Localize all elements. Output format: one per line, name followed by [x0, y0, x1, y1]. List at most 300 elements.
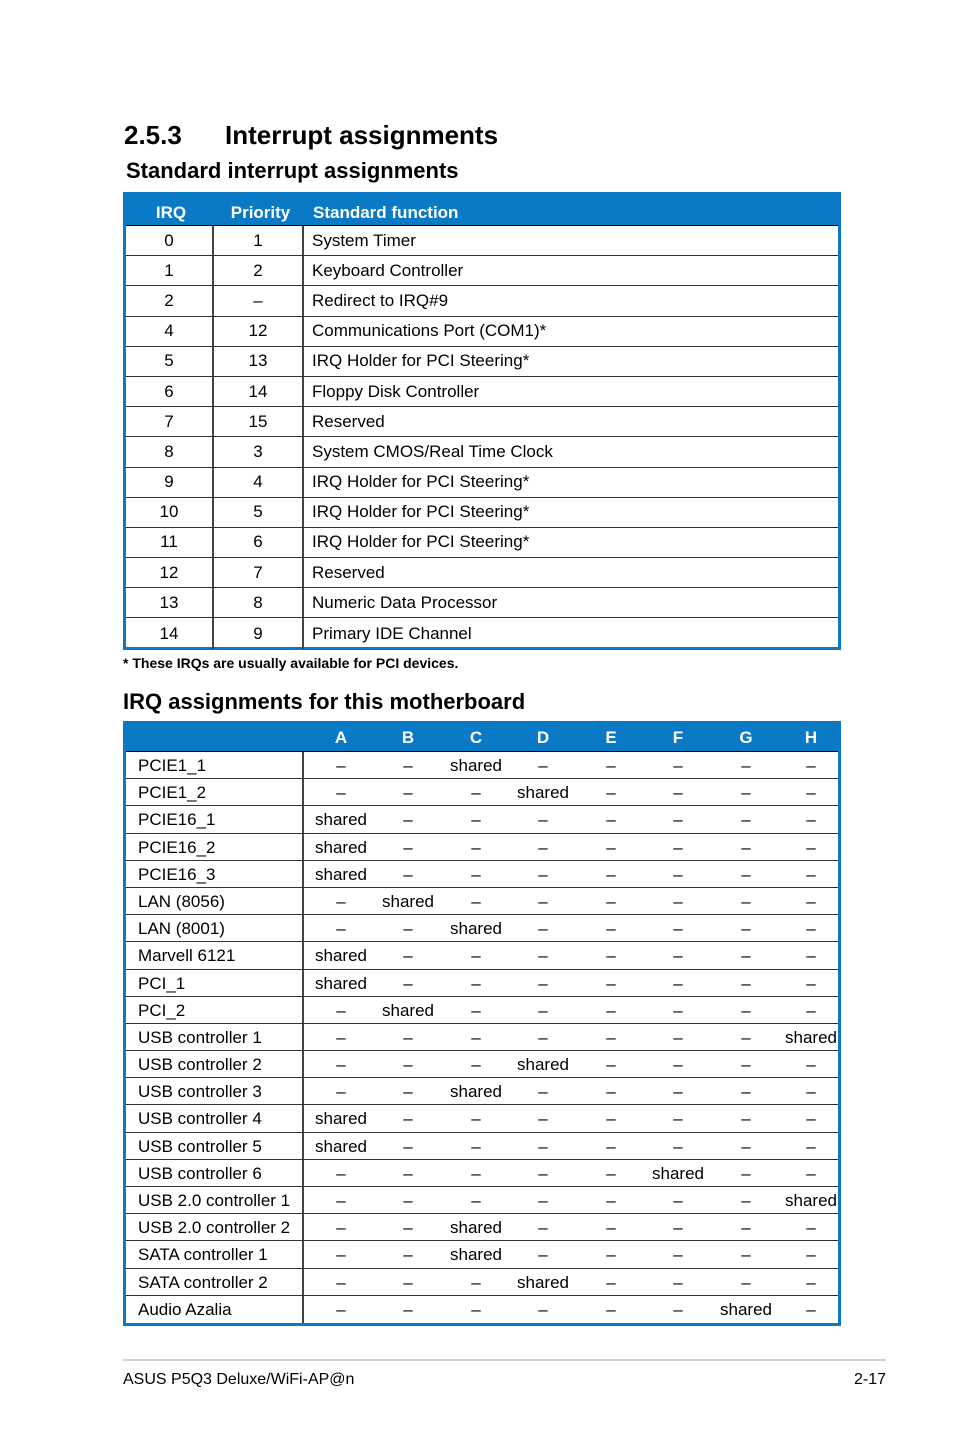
irq-value-cell: – — [403, 919, 413, 939]
irq-value-cell: – — [403, 1299, 413, 1319]
irq-value-cell: – — [538, 1027, 548, 1047]
function-cell: IRQ Holder for PCI Steering* — [312, 502, 530, 522]
priority-cell: 14 — [214, 377, 304, 406]
irq-value-cell: – — [538, 973, 548, 993]
page-number: 2-17 — [853, 1371, 886, 1388]
irq-value-cell: – — [606, 1109, 616, 1129]
irq-value-cell: – — [538, 1218, 548, 1238]
irq-value-cell: – — [673, 891, 683, 911]
irq-value-cell: – — [403, 783, 413, 803]
irq-value-cell: shared — [785, 1191, 837, 1210]
irq-value-cell: – — [806, 919, 816, 939]
irq-value-cell: – — [538, 1299, 548, 1319]
table-row — [126, 915, 838, 942]
irq-value-cell: – — [471, 783, 481, 803]
device-name: USB controller 3 — [138, 1082, 262, 1102]
standard-interrupt-table — [123, 192, 841, 650]
device-name: Marvell 6121 — [138, 946, 236, 966]
irq-value-cell: shared — [785, 1027, 837, 1047]
column-divider — [302, 1105, 304, 1131]
irq-value-cell: – — [606, 1218, 616, 1238]
device-name: LAN (8056) — [138, 891, 225, 911]
device-name: PCIE1_1 — [138, 756, 207, 775]
irq-cell: 5 — [126, 347, 214, 376]
column-divider — [302, 861, 304, 887]
column-header-f: F — [672, 728, 684, 747]
irq-value-cell: – — [403, 1163, 413, 1183]
irq-value-cell: – — [471, 1299, 481, 1319]
irq-value-cell: – — [741, 783, 751, 803]
irq-value-cell: – — [336, 891, 346, 911]
irq-value-cell: – — [538, 946, 548, 966]
table-row — [126, 226, 838, 256]
column-divider — [302, 1160, 304, 1186]
irq-value-cell: – — [741, 810, 751, 830]
priority-cell: 3 — [214, 437, 304, 466]
priority-cell: 4 — [214, 468, 304, 497]
column-divider — [302, 1024, 304, 1050]
irq-value-cell: shared — [315, 864, 367, 884]
device-name: PCI_2 — [138, 1000, 186, 1020]
irq-value-cell: – — [741, 1218, 751, 1238]
irq-value-cell: – — [606, 1027, 616, 1047]
table-row — [126, 779, 838, 806]
irq-value-cell: – — [403, 1055, 413, 1075]
irq-value-cell: – — [741, 973, 751, 993]
irq-value-cell: – — [336, 1191, 346, 1210]
device-name: PCIE16_1 — [138, 810, 216, 830]
irq-value-cell: – — [538, 1109, 548, 1129]
table-row — [126, 498, 838, 528]
irq-value-cell: – — [741, 1163, 751, 1183]
irq-value-cell: – — [606, 1191, 616, 1210]
irq-value-cell: – — [471, 1000, 481, 1020]
irq-cell: 4 — [126, 317, 214, 346]
column-divider — [302, 1269, 304, 1295]
irq-value-cell: – — [741, 1055, 751, 1075]
table-row — [126, 256, 838, 286]
irq-value-cell: – — [673, 1000, 683, 1020]
irq-value-cell: – — [538, 1191, 548, 1210]
irq-value-cell: – — [606, 891, 616, 911]
irq-value-cell: – — [471, 1163, 481, 1183]
column-divider — [302, 806, 304, 832]
irq-value-cell: – — [741, 1082, 751, 1102]
table-row — [126, 407, 838, 437]
section-number: 2.5.3 — [124, 120, 182, 150]
irq-value-cell: – — [606, 1136, 616, 1156]
irq-value-cell: – — [471, 1136, 481, 1156]
priority-cell: 8 — [214, 588, 304, 617]
standard-table-header — [126, 192, 838, 225]
irq-value-cell: – — [471, 810, 481, 830]
irq-value-cell: – — [673, 946, 683, 966]
irq-value-cell: – — [806, 891, 816, 911]
irq-value-cell: – — [673, 1245, 683, 1265]
column-divider — [302, 888, 304, 914]
irq-value-cell: – — [403, 1218, 413, 1238]
footer-divider — [123, 1359, 886, 1361]
table-row — [126, 528, 838, 558]
irq-value-cell: – — [673, 1136, 683, 1156]
function-cell: Reserved — [312, 562, 385, 582]
irq-value-cell: shared — [450, 1218, 502, 1238]
irq-value-cell: – — [806, 864, 816, 884]
column-header-b: B — [401, 728, 415, 747]
device-name: Audio Azalia — [138, 1299, 232, 1319]
device-name: USB controller 5 — [138, 1136, 262, 1156]
column-divider — [302, 942, 304, 968]
irq-value-cell: – — [403, 864, 413, 884]
irq-value-cell: – — [471, 946, 481, 966]
table-row — [126, 997, 838, 1024]
function-cell: Keyboard Controller — [312, 260, 464, 280]
irq-value-cell: – — [403, 1245, 413, 1265]
column-divider — [302, 779, 304, 805]
table-row — [126, 558, 838, 588]
irq-value-cell: – — [538, 1000, 548, 1020]
irq-cell: 14 — [126, 618, 214, 648]
irq-value-cell: – — [538, 1163, 548, 1183]
column-divider — [302, 1214, 304, 1240]
irq-value-cell: – — [336, 1163, 346, 1183]
table-row — [126, 970, 838, 997]
footnote: * These IRQs are usually available for PCI devices. — [123, 655, 459, 671]
irq-value-cell: – — [606, 919, 616, 939]
function-cell: Communications Port (COM1)* — [312, 321, 547, 341]
priority-cell: 9 — [214, 618, 304, 648]
irq-value-cell: – — [606, 783, 616, 803]
irq-value-cell: – — [606, 1272, 616, 1292]
device-name: USB controller 2 — [138, 1055, 262, 1075]
irq-value-cell: – — [336, 1082, 346, 1102]
priority-cell: – — [214, 286, 304, 315]
irq-value-cell: – — [741, 946, 751, 966]
irq-value-cell: – — [673, 973, 683, 993]
priority-cell: 13 — [214, 347, 304, 376]
function-cell: IRQ Holder for PCI Steering* — [312, 532, 530, 552]
table-row — [126, 347, 838, 377]
table-row — [126, 317, 838, 347]
irq-value-cell: – — [606, 973, 616, 993]
irq-value-cell: – — [403, 810, 413, 830]
table-row — [126, 752, 838, 779]
irq-value-cell: – — [673, 1191, 683, 1210]
irq-value-cell: – — [403, 837, 413, 857]
irq-value-cell: shared — [517, 783, 569, 803]
irq-value-cell: – — [673, 1272, 683, 1292]
priority-cell: 15 — [214, 407, 304, 436]
irq-value-cell: – — [673, 1082, 683, 1102]
table-row — [126, 1187, 838, 1214]
irq-cell: 8 — [126, 437, 214, 466]
irq-value-cell: – — [538, 891, 548, 911]
section-title — [124, 120, 498, 151]
irq-value-cell: – — [673, 864, 683, 884]
irq-value-cell: – — [673, 1027, 683, 1047]
column-divider — [302, 1133, 304, 1159]
irq-value-cell: – — [538, 1082, 548, 1102]
device-name: PCIE1_2 — [138, 783, 207, 803]
irq-value-cell: – — [806, 946, 816, 966]
motherboard-table-body — [126, 751, 838, 1323]
table-row — [126, 888, 838, 915]
function-cell: IRQ Holder for PCI Steering* — [312, 351, 530, 371]
irq-value-cell: – — [336, 1000, 346, 1020]
table-row — [126, 1133, 838, 1160]
irq-value-cell: shared — [652, 1163, 704, 1183]
function-cell: IRQ Holder for PCI Steering* — [312, 472, 530, 492]
column-header-h: H — [804, 728, 818, 747]
column-divider — [302, 1051, 304, 1077]
irq-value-cell: – — [741, 756, 751, 775]
table-row — [126, 1160, 838, 1187]
irq-value-cell: – — [606, 837, 616, 857]
irq-value-cell: – — [336, 1299, 346, 1319]
motherboard-table-header — [126, 721, 838, 751]
irq-value-cell: – — [741, 1136, 751, 1156]
irq-value-cell: – — [606, 864, 616, 884]
irq-value-cell: – — [538, 837, 548, 857]
irq-value-cell: – — [806, 1272, 816, 1292]
column-header-c: C — [469, 728, 483, 747]
irq-value-cell: – — [806, 1163, 816, 1183]
table-row — [126, 1051, 838, 1078]
column-header-a: A — [334, 728, 348, 747]
priority-cell: 1 — [214, 226, 304, 255]
irq-value-cell: – — [741, 1191, 751, 1210]
standard-table-body — [126, 225, 838, 647]
motherboard-irq-table — [123, 721, 841, 1326]
irq-value-cell: – — [741, 1027, 751, 1047]
device-name: USB 2.0 controller 2 — [138, 1218, 291, 1238]
irq-value-cell: – — [403, 1191, 413, 1210]
table-row — [126, 1078, 838, 1105]
irq-value-cell: – — [538, 1245, 548, 1265]
irq-value-cell: – — [606, 1082, 616, 1102]
device-name: USB 2.0 controller 1 — [138, 1191, 291, 1210]
device-name: USB controller 6 — [138, 1163, 262, 1183]
table-row — [126, 618, 838, 648]
irq-value-cell: – — [673, 810, 683, 830]
irq-value-cell: – — [806, 783, 816, 803]
irq-value-cell: – — [806, 1136, 816, 1156]
irq-cell: 1 — [126, 256, 214, 285]
irq-value-cell: – — [606, 1163, 616, 1183]
irq-value-cell: shared — [382, 1000, 434, 1020]
irq-value-cell: shared — [450, 919, 502, 939]
column-divider — [302, 1078, 304, 1104]
irq-value-cell: shared — [450, 1082, 502, 1102]
irq-value-cell: shared — [315, 837, 367, 857]
irq-value-cell: – — [336, 919, 346, 939]
irq-value-cell: – — [403, 973, 413, 993]
function-cell: System Timer — [312, 230, 416, 250]
section-title-text: Interrupt assignments — [225, 120, 499, 150]
irq-value-cell: – — [403, 1027, 413, 1047]
irq-value-cell: – — [741, 919, 751, 939]
function-cell: Floppy Disk Controller — [312, 381, 480, 401]
irq-value-cell: – — [403, 1136, 413, 1156]
header-standard-function: Standard function — [313, 203, 459, 222]
function-cell: System CMOS/Real Time Clock — [312, 441, 553, 461]
irq-cell: 0 — [126, 226, 214, 255]
irq-value-cell: – — [538, 1136, 548, 1156]
irq-cell: 9 — [126, 468, 214, 497]
table-row — [126, 1105, 838, 1132]
priority-cell: 2 — [214, 256, 304, 285]
irq-value-cell: – — [806, 1109, 816, 1129]
table-row — [126, 377, 838, 407]
irq-value-cell: – — [606, 1299, 616, 1319]
irq-value-cell: – — [606, 946, 616, 966]
irq-value-cell: – — [741, 1000, 751, 1020]
irq-value-cell: – — [806, 810, 816, 830]
irq-value-cell: – — [403, 1272, 413, 1292]
table-row — [126, 1214, 838, 1241]
column-divider — [302, 970, 304, 996]
irq-value-cell: – — [336, 1218, 346, 1238]
irq-value-cell: – — [471, 1027, 481, 1047]
irq-value-cell: – — [673, 783, 683, 803]
device-name: USB controller 1 — [138, 1027, 262, 1047]
irq-value-cell: – — [336, 783, 346, 803]
irq-value-cell: – — [471, 837, 481, 857]
irq-value-cell: – — [471, 1272, 481, 1292]
irq-value-cell: – — [403, 1082, 413, 1102]
irq-value-cell: – — [336, 1055, 346, 1075]
column-divider — [302, 752, 304, 778]
irq-value-cell: – — [673, 919, 683, 939]
column-divider — [302, 997, 304, 1023]
irq-value-cell: – — [403, 946, 413, 966]
irq-value-cell: shared — [315, 973, 367, 993]
priority-cell: 12 — [214, 317, 304, 346]
table-row — [126, 588, 838, 618]
irq-value-cell: shared — [315, 1136, 367, 1156]
irq-value-cell: – — [471, 1191, 481, 1210]
irq-value-cell: – — [806, 1082, 816, 1102]
table-row — [126, 1024, 838, 1051]
header-priority: Priority — [230, 203, 291, 222]
irq-value-cell: – — [673, 1109, 683, 1129]
device-name: SATA controller 2 — [138, 1272, 268, 1292]
header-irq: IRQ — [155, 203, 187, 222]
irq-value-cell: – — [471, 864, 481, 884]
irq-value-cell: – — [538, 864, 548, 884]
irq-value-cell: – — [538, 810, 548, 830]
motherboard-table-title: IRQ assignments for this motherboard — [123, 689, 526, 714]
column-divider — [302, 1187, 304, 1213]
column-divider — [302, 1296, 304, 1323]
irq-value-cell: – — [538, 756, 548, 775]
irq-value-cell: – — [336, 1027, 346, 1047]
device-name: LAN (8001) — [138, 919, 225, 939]
table-row — [126, 834, 838, 861]
irq-value-cell: – — [806, 973, 816, 993]
irq-value-cell: – — [336, 1272, 346, 1292]
irq-cell: 11 — [126, 528, 214, 557]
irq-value-cell: – — [741, 1272, 751, 1292]
table-row — [126, 437, 838, 467]
device-name: USB controller 4 — [138, 1109, 262, 1129]
irq-value-cell: – — [673, 1299, 683, 1319]
irq-value-cell: – — [806, 756, 816, 775]
device-name: SATA controller 1 — [138, 1245, 268, 1265]
table-row — [126, 1296, 838, 1323]
irq-value-cell: – — [471, 1055, 481, 1075]
column-divider — [302, 834, 304, 860]
irq-value-cell: – — [606, 810, 616, 830]
standard-table-title: Standard interrupt assignments — [126, 158, 459, 183]
function-cell: Numeric Data Processor — [312, 592, 498, 612]
irq-value-cell: – — [336, 1245, 346, 1265]
irq-cell: 6 — [126, 377, 214, 406]
irq-value-cell: – — [806, 1000, 816, 1020]
irq-value-cell: – — [538, 919, 548, 939]
table-row — [126, 286, 838, 316]
irq-value-cell: – — [471, 1109, 481, 1129]
irq-value-cell: shared — [450, 1245, 502, 1265]
irq-value-cell: – — [806, 1055, 816, 1075]
irq-value-cell: – — [673, 1218, 683, 1238]
column-header-g: G — [739, 728, 753, 747]
irq-value-cell: – — [606, 1245, 616, 1265]
irq-value-cell: – — [403, 1109, 413, 1129]
priority-cell: 5 — [214, 498, 304, 527]
table-row — [126, 1241, 838, 1268]
irq-value-cell: – — [471, 891, 481, 911]
column-header-e: E — [605, 728, 617, 747]
priority-cell: 7 — [214, 558, 304, 587]
irq-value-cell: shared — [517, 1055, 569, 1075]
table-row — [126, 942, 838, 969]
irq-value-cell: – — [606, 1055, 616, 1075]
table-row — [126, 1269, 838, 1296]
irq-value-cell: shared — [382, 891, 434, 911]
irq-value-cell: – — [741, 891, 751, 911]
column-header-d: D — [536, 728, 550, 747]
irq-value-cell: – — [673, 837, 683, 857]
irq-value-cell: shared — [517, 1272, 569, 1292]
irq-value-cell: shared — [315, 946, 367, 966]
device-name: PCI_1 — [138, 973, 186, 993]
irq-value-cell: shared — [720, 1299, 772, 1319]
irq-value-cell: shared — [315, 1109, 367, 1129]
table-row — [126, 861, 838, 888]
irq-value-cell: – — [806, 1218, 816, 1238]
irq-value-cell: – — [741, 1109, 751, 1129]
device-name: PCIE16_3 — [138, 864, 216, 884]
irq-value-cell: – — [806, 1245, 816, 1265]
function-cell: Reserved — [312, 411, 385, 431]
irq-value-cell: – — [673, 1055, 683, 1075]
irq-value-cell: – — [606, 756, 616, 775]
irq-cell: 12 — [126, 558, 214, 587]
column-divider — [302, 915, 304, 941]
function-cell: Primary IDE Channel — [312, 623, 472, 643]
column-divider — [302, 1241, 304, 1267]
priority-cell: 6 — [214, 528, 304, 557]
irq-cell: 10 — [126, 498, 214, 527]
irq-cell: 13 — [126, 588, 214, 617]
irq-value-cell: shared — [450, 756, 502, 775]
irq-value-cell: – — [471, 973, 481, 993]
irq-cell: 7 — [126, 407, 214, 436]
footer-product-name: ASUS P5Q3 Deluxe/WiFi-AP@n — [123, 1371, 355, 1388]
irq-value-cell: – — [806, 1299, 816, 1319]
irq-value-cell: – — [403, 756, 413, 775]
